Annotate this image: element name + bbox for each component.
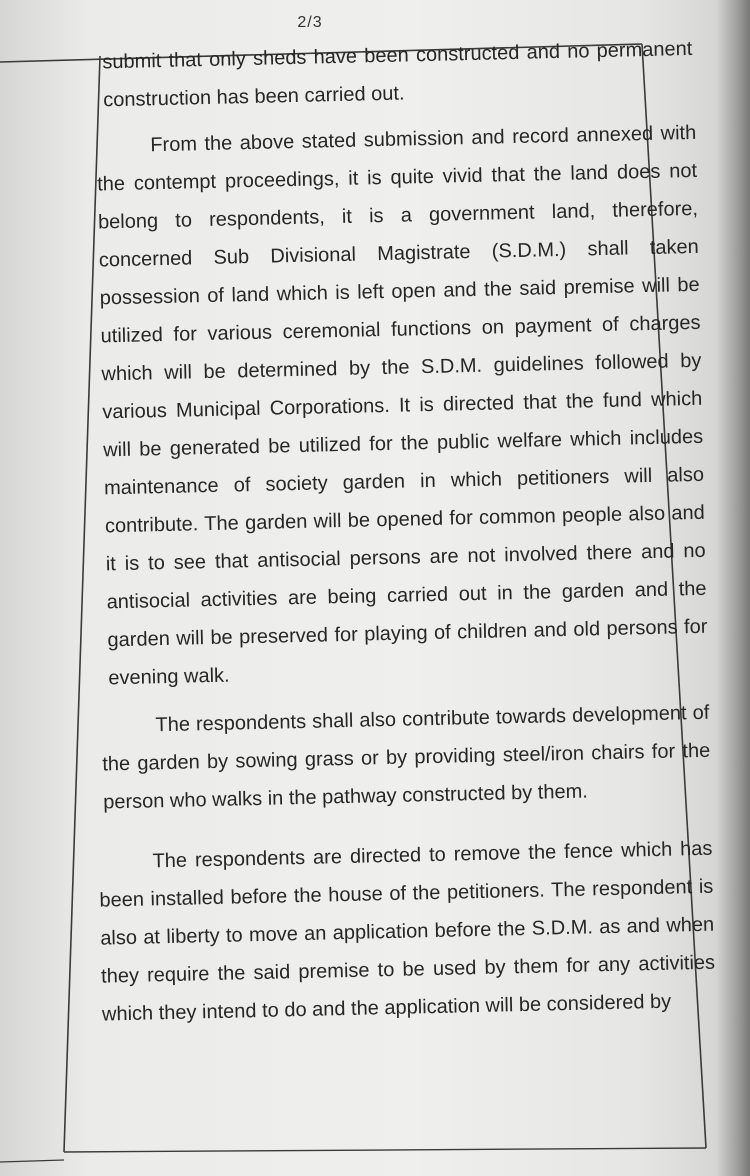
page-number: 2/3 (297, 14, 323, 31)
paragraph-land-possession: From the above stated submission and record annexed with the contempt proceedings, it is quite vivid that the land does not belong to respondents, it is a government land, therefore, concerned Sub Divisional Magistrate (S.D.M.) shall taken possession of land which is left open and the said premise will be utilized for various ceremonial functions on payment of charges which will be determined by the S.D.M. guidelines followed by various Municipal Corporations. It is directed that the fund which will be generated be utilized for the public welfare which includes maintenance of society garden in which petitioners will also contribute. The garden will be opened for common people also and it is to see that antisocial persons are not involved there and no antisocial activities are being carried out in the garden and the garden will be preserved for playing of children and old persons for evening walk. (96, 121, 708, 690)
paragraph-continuation: submit that only sheds have been constructed and no permanent construction has been carried out. (102, 37, 693, 112)
paragraph-garden-development: The respondents shall also contribute towards development of the garden by sowing grass or by providing steel/iron chairs for the person who walks in the pathway constructed by them. (102, 701, 711, 814)
document-body (72, 30, 716, 1042)
paragraph-remove-fence: The respondents are directed to remove the fence which has been installed before the house of the petitioners. The respondent is also at liberty to move an application before the S.D.M. as and when they require the said premise to be used by them for any activities which they intend to do and the application will be considered by (99, 837, 716, 1026)
